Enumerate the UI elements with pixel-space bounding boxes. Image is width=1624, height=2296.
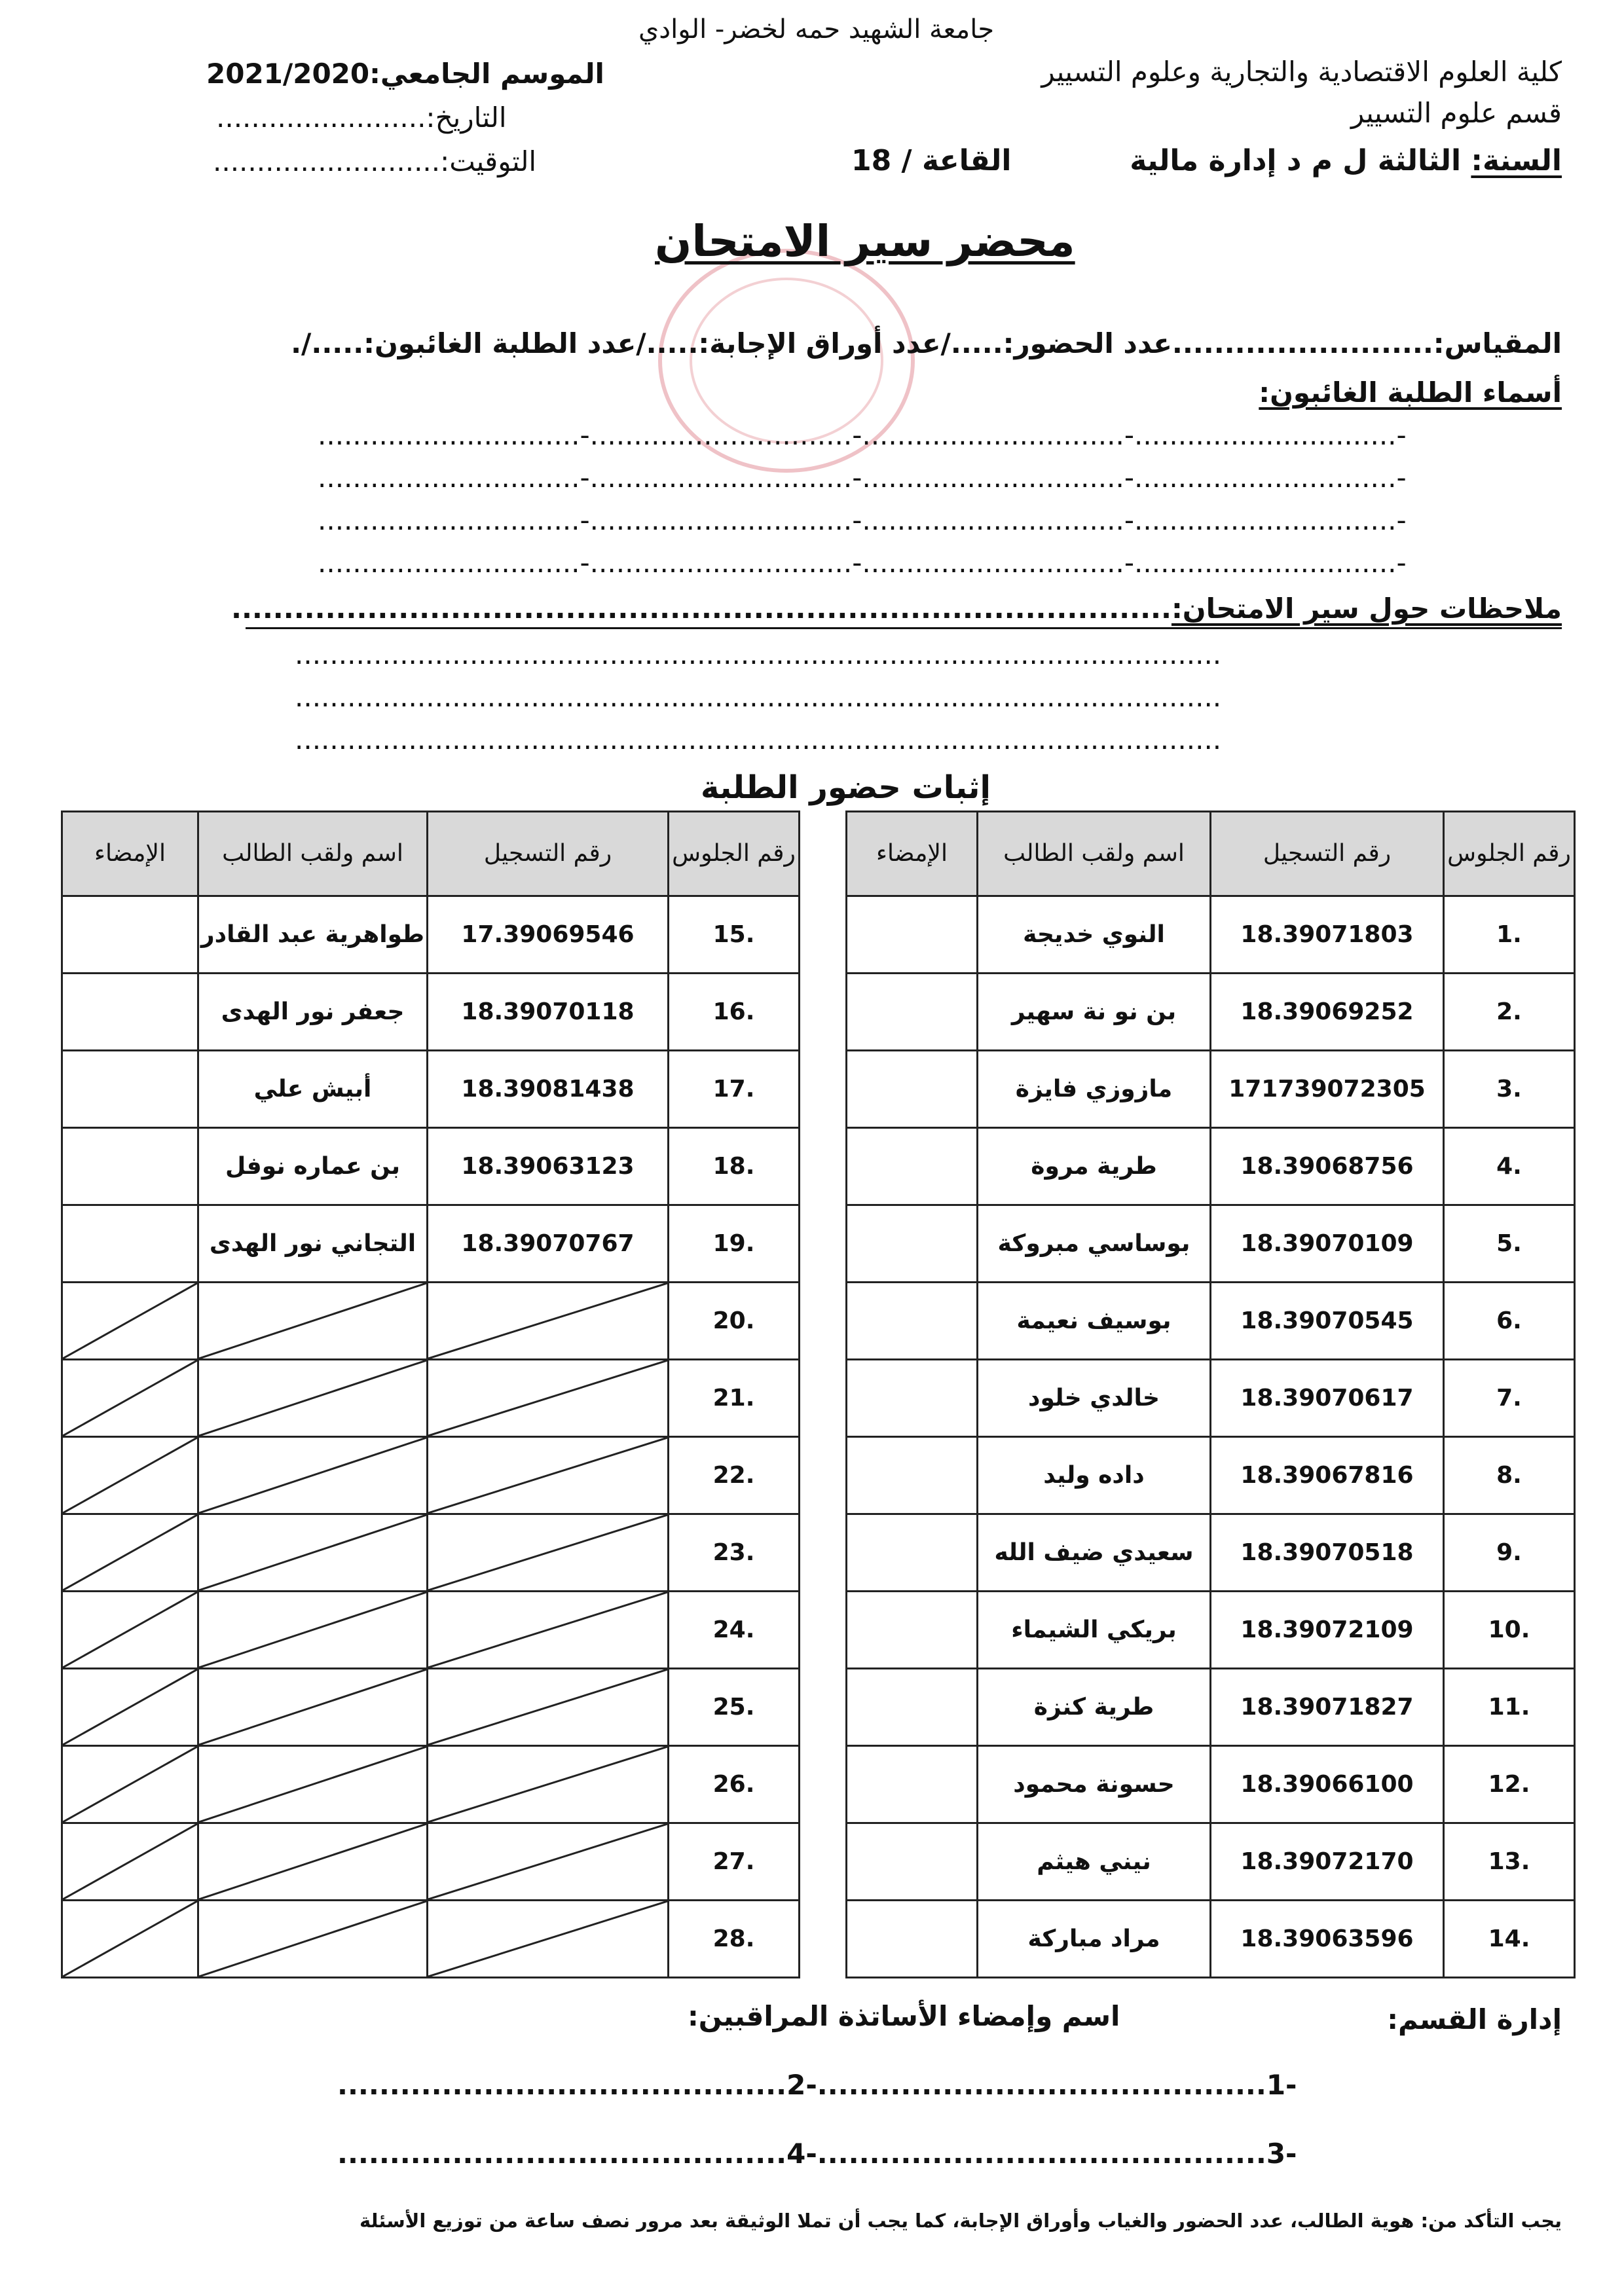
seat-number: 23.	[669, 1514, 800, 1592]
student-name: بوسيف نعيمة	[978, 1283, 1211, 1360]
registration-number: 18.39069252	[1211, 974, 1444, 1051]
strike-line	[199, 1438, 426, 1513]
year-label: السنة:	[1471, 144, 1562, 177]
seat-number: 9.	[1444, 1514, 1575, 1592]
signature-cell[interactable]	[847, 1514, 978, 1592]
seat-number: 16.	[669, 974, 800, 1051]
page-title: محضر سير الامتحان	[655, 216, 1075, 266]
seat-number: 3.	[1444, 1051, 1575, 1128]
name-header: اسم ولقب الطالب	[198, 812, 428, 896]
table-row	[847, 896, 1575, 974]
student-name-cell-struck	[198, 1901, 428, 1978]
table-row	[62, 1360, 800, 1437]
signature-cell-struck	[62, 1901, 198, 1978]
student-name: بن نو نة سهير	[978, 974, 1211, 1051]
seat-number: 19.	[669, 1205, 800, 1283]
student-name: طواهرية عبد القادر	[198, 896, 428, 974]
student-name: أبيش علي	[198, 1051, 428, 1128]
student-name: مراد مباركة	[978, 1901, 1211, 1978]
registration-number: 171739072305	[1211, 1051, 1444, 1128]
strike-line	[428, 1438, 667, 1513]
seat-number: 12.	[1444, 1746, 1575, 1823]
verification-note: يجب التأكد من: هوية الطالب، عدد الحضور والغياب وأوراق الإجابة، كما يجب أن تملا الوثيقة بعد مرور نصف ساعة من توزيع الأسئلة	[359, 2210, 1562, 2232]
faculty-name: كلية العلوم الاقتصادية والتجارية وعلوم التسيير	[1041, 56, 1562, 88]
signature-cell-struck	[62, 1669, 198, 1746]
supervisor-signatures-3-4: -3...........................................-4...........................................	[337, 2138, 1297, 2170]
registration-cell-struck	[428, 1746, 669, 1823]
table-row	[847, 1283, 1575, 1360]
seat-number: 1.	[1444, 896, 1575, 974]
student-name: خالدي خلود	[978, 1360, 1211, 1437]
signature-cell[interactable]	[847, 1437, 978, 1514]
supervisors-label: اسم وإمضاء الأساتذة المراقبين:	[688, 2000, 1120, 2032]
student-name: التجاني نور الهدى	[198, 1205, 428, 1283]
remarks-line-3: ..........................................................................................................	[295, 681, 1222, 713]
signature-cell[interactable]	[847, 1823, 978, 1901]
table-row	[62, 1283, 800, 1360]
room-number: القاعة / 18	[851, 144, 1012, 177]
absent-line-1: -..............................-..............................-..............................-..............................	[318, 419, 1407, 451]
seat-number: 28.	[669, 1901, 800, 1978]
signature-cell-struck	[62, 1514, 198, 1592]
student-name: بوساسي مبروكة	[978, 1205, 1211, 1283]
sign-header: الإمضاء	[62, 812, 198, 896]
registration-cell-struck	[428, 1592, 669, 1669]
registration-number: 18.39066100	[1211, 1746, 1444, 1823]
strike-line	[199, 1360, 426, 1436]
registration-number: 18.39071803	[1211, 896, 1444, 974]
table-row	[62, 1592, 800, 1669]
absent-students-label: أسماء الطلبة الغائبون:	[1259, 376, 1562, 409]
seat-number: 14.	[1444, 1901, 1575, 1978]
student-name: داده وليد	[978, 1437, 1211, 1514]
seat-number: 7.	[1444, 1360, 1575, 1437]
student-name: جعفر نور الهدى	[198, 974, 428, 1051]
absent-line-3: -..............................-..............................-..............................-..............................	[318, 504, 1407, 536]
seat-number: 26.	[669, 1746, 800, 1823]
date-field: التاريخ:........................	[216, 101, 507, 134]
student-name: سعيدي ضيف الله	[978, 1514, 1211, 1592]
table-row	[847, 1128, 1575, 1205]
table-row	[847, 1205, 1575, 1283]
signature-cell[interactable]	[62, 896, 198, 974]
table-row	[62, 1746, 800, 1823]
registration-number: 18.39072170	[1211, 1823, 1444, 1901]
registration-number: 18.39081438	[428, 1051, 669, 1128]
table-row	[847, 1669, 1575, 1746]
seat-number: 20.	[669, 1283, 800, 1360]
strike-line	[199, 1747, 426, 1822]
strike-line	[63, 1515, 197, 1590]
strike-line	[63, 1669, 197, 1745]
strike-line	[428, 1824, 667, 1899]
table-row	[847, 1823, 1575, 1901]
seat-number: 5.	[1444, 1205, 1575, 1283]
student-name-cell-struck	[198, 1746, 428, 1823]
table-header-row	[847, 812, 1575, 896]
registration-number: 17.39069546	[428, 896, 669, 974]
student-name: بريكي الشيماء	[978, 1592, 1211, 1669]
seat-number: 27.	[669, 1823, 800, 1901]
table-row	[62, 1901, 800, 1978]
table-row	[847, 974, 1575, 1051]
remarks-line-1: ..........................................................................................	[231, 592, 1172, 625]
academic-season: الموسم الجامعي:2021/2020	[206, 58, 604, 90]
signature-cell[interactable]	[847, 1051, 978, 1128]
seat-number: 13.	[1444, 1823, 1575, 1901]
absent-line-2: -..............................-..............................-..............................-..............................	[318, 462, 1407, 494]
university-name: جامعة الشهيد حمه لخضر- الوادي	[638, 14, 995, 45]
year-value: الثالثة ل م د إدارة مالية	[1130, 144, 1462, 177]
signature-cell-struck	[62, 1592, 198, 1669]
registration-number: 18.39070109	[1211, 1205, 1444, 1283]
student-name: نيني هيثم	[978, 1823, 1211, 1901]
time-field: التوقيت:..........................	[213, 145, 537, 177]
strike-line	[199, 1669, 426, 1745]
strike-line	[63, 1592, 197, 1667]
strike-line	[428, 1592, 667, 1667]
department-name: قسم علوم التسيير	[1351, 97, 1562, 129]
seat-number: 18.	[669, 1128, 800, 1205]
strike-line	[428, 1515, 667, 1590]
counts-line: المقياس:.........................عدد الحضور:...../عدد أوراق الإجابة:...../عدد الطلبة الغائبون:...../.	[291, 327, 1562, 359]
table-row	[62, 896, 800, 974]
strike-line	[199, 1283, 426, 1358]
table-header-row	[62, 812, 800, 896]
signature-cell[interactable]	[62, 1205, 198, 1283]
table-row	[62, 1514, 800, 1592]
registration-number: 18.39070118	[428, 974, 669, 1051]
seat-header: رقم الجلوس	[1444, 812, 1575, 896]
table-row	[62, 1669, 800, 1746]
table-row	[847, 1437, 1575, 1514]
remarks-row	[231, 592, 1562, 629]
signature-cell[interactable]	[847, 1128, 978, 1205]
registration-number: 18.39070518	[1211, 1514, 1444, 1592]
reg-header: رقم التسجيل	[1211, 812, 1444, 896]
signature-cell-struck	[62, 1360, 198, 1437]
table-row	[847, 1901, 1575, 1978]
signature-cell-struck	[62, 1283, 198, 1360]
strike-line	[199, 1824, 426, 1899]
table-row	[62, 1051, 800, 1128]
registration-cell-struck	[428, 1823, 669, 1901]
strike-line	[63, 1283, 197, 1358]
signature-cell[interactable]	[62, 1128, 198, 1205]
registration-number: 18.39063596	[1211, 1901, 1444, 1978]
strike-line	[199, 1515, 426, 1590]
table-row	[847, 1514, 1575, 1592]
registration-cell-struck	[428, 1283, 669, 1360]
student-name-cell-struck	[198, 1823, 428, 1901]
reg-header: رقم التسجيل	[428, 812, 669, 896]
registration-number: 18.39070767	[428, 1205, 669, 1283]
signature-cell[interactable]	[62, 1051, 198, 1128]
registration-number: 18.39070617	[1211, 1360, 1444, 1437]
table-row	[62, 1205, 800, 1283]
table-row	[62, 1823, 800, 1901]
seat-number: 22.	[669, 1437, 800, 1514]
student-name-cell-struck	[198, 1592, 428, 1669]
seat-header: رقم الجلوس	[669, 812, 800, 896]
seat-number: 6.	[1444, 1283, 1575, 1360]
strike-line	[63, 1747, 197, 1822]
strike-line	[63, 1901, 197, 1977]
registration-number: 18.39072109	[1211, 1592, 1444, 1669]
strike-line	[428, 1669, 667, 1745]
attendance-title: إثبات حضور الطلبة	[701, 769, 991, 806]
seat-number: 25.	[669, 1669, 800, 1746]
table-row	[847, 1592, 1575, 1669]
table-row	[62, 974, 800, 1051]
table-row	[847, 1746, 1575, 1823]
signature-cell[interactable]	[847, 896, 978, 974]
remarks-label: ملاحظات حول سير الامتحان:	[1171, 592, 1562, 625]
student-name: مازوزي فايزة	[978, 1051, 1211, 1128]
student-name-cell-struck	[198, 1283, 428, 1360]
strike-line	[199, 1592, 426, 1667]
supervisor-signatures-1-2: -1...........................................-2...........................................	[337, 2069, 1297, 2101]
year-field	[1130, 144, 1562, 177]
department-admin-label: إدارة القسم:	[1387, 2003, 1562, 2035]
signature-cell[interactable]	[847, 1360, 978, 1437]
registration-cell-struck	[428, 1437, 669, 1514]
signature-cell-struck	[62, 1437, 198, 1514]
attendance-table-left	[61, 811, 800, 1978]
strike-line	[63, 1824, 197, 1899]
seat-number: 21.	[669, 1360, 800, 1437]
attendance-table-right	[845, 811, 1576, 1978]
strike-line	[199, 1901, 426, 1977]
strike-line	[428, 1747, 667, 1822]
remarks-line-4: ..........................................................................................................	[295, 723, 1222, 756]
strike-line	[428, 1360, 667, 1436]
signature-cell-struck	[62, 1746, 198, 1823]
registration-cell-struck	[428, 1514, 669, 1592]
signature-cell[interactable]	[62, 974, 198, 1051]
signature-cell[interactable]	[847, 1205, 978, 1283]
signature-cell[interactable]	[847, 1746, 978, 1823]
registration-number: 18.39063123	[428, 1128, 669, 1205]
student-name-cell-struck	[198, 1669, 428, 1746]
table-row	[62, 1437, 800, 1514]
student-name-cell-struck	[198, 1514, 428, 1592]
seat-number: 24.	[669, 1592, 800, 1669]
signature-cell[interactable]	[847, 1901, 978, 1978]
signature-cell[interactable]	[847, 1283, 978, 1360]
student-name: طرية مروة	[978, 1128, 1211, 1205]
seat-number: 8.	[1444, 1437, 1575, 1514]
registration-cell-struck	[428, 1669, 669, 1746]
student-name-cell-struck	[198, 1360, 428, 1437]
student-name: النوي خديجة	[978, 896, 1211, 974]
absent-line-4: -..............................-..............................-..............................-..............................	[318, 547, 1407, 579]
registration-number: 18.39067816	[1211, 1437, 1444, 1514]
seat-number: 4.	[1444, 1128, 1575, 1205]
strike-line	[63, 1360, 197, 1436]
sign-header: الإمضاء	[847, 812, 978, 896]
student-name: طرية كنزة	[978, 1669, 1211, 1746]
strike-line	[428, 1901, 667, 1977]
remarks-line-2: ..........................................................................................................	[295, 638, 1222, 670]
table-row	[62, 1128, 800, 1205]
signature-cell-struck	[62, 1823, 198, 1901]
table-row	[847, 1360, 1575, 1437]
student-name: بن عماره نوفل	[198, 1128, 428, 1205]
registration-cell-struck	[428, 1901, 669, 1978]
seat-number: 17.	[669, 1051, 800, 1128]
student-name: حسونة محمود	[978, 1746, 1211, 1823]
strike-line	[63, 1438, 197, 1513]
registration-number: 18.39070545	[1211, 1283, 1444, 1360]
name-header: اسم ولقب الطالب	[978, 812, 1211, 896]
seat-number: 2.	[1444, 974, 1575, 1051]
signature-cell[interactable]	[847, 1592, 978, 1669]
seat-number: 10.	[1444, 1592, 1575, 1669]
registration-number: 18.39071827	[1211, 1669, 1444, 1746]
registration-cell-struck	[428, 1360, 669, 1437]
table-row	[847, 1051, 1575, 1128]
signature-cell[interactable]	[847, 1669, 978, 1746]
strike-line	[428, 1283, 667, 1358]
registration-number: 18.39068756	[1211, 1128, 1444, 1205]
student-name-cell-struck	[198, 1437, 428, 1514]
seat-number: 15.	[669, 896, 800, 974]
seat-number: 11.	[1444, 1669, 1575, 1746]
signature-cell[interactable]	[847, 974, 978, 1051]
